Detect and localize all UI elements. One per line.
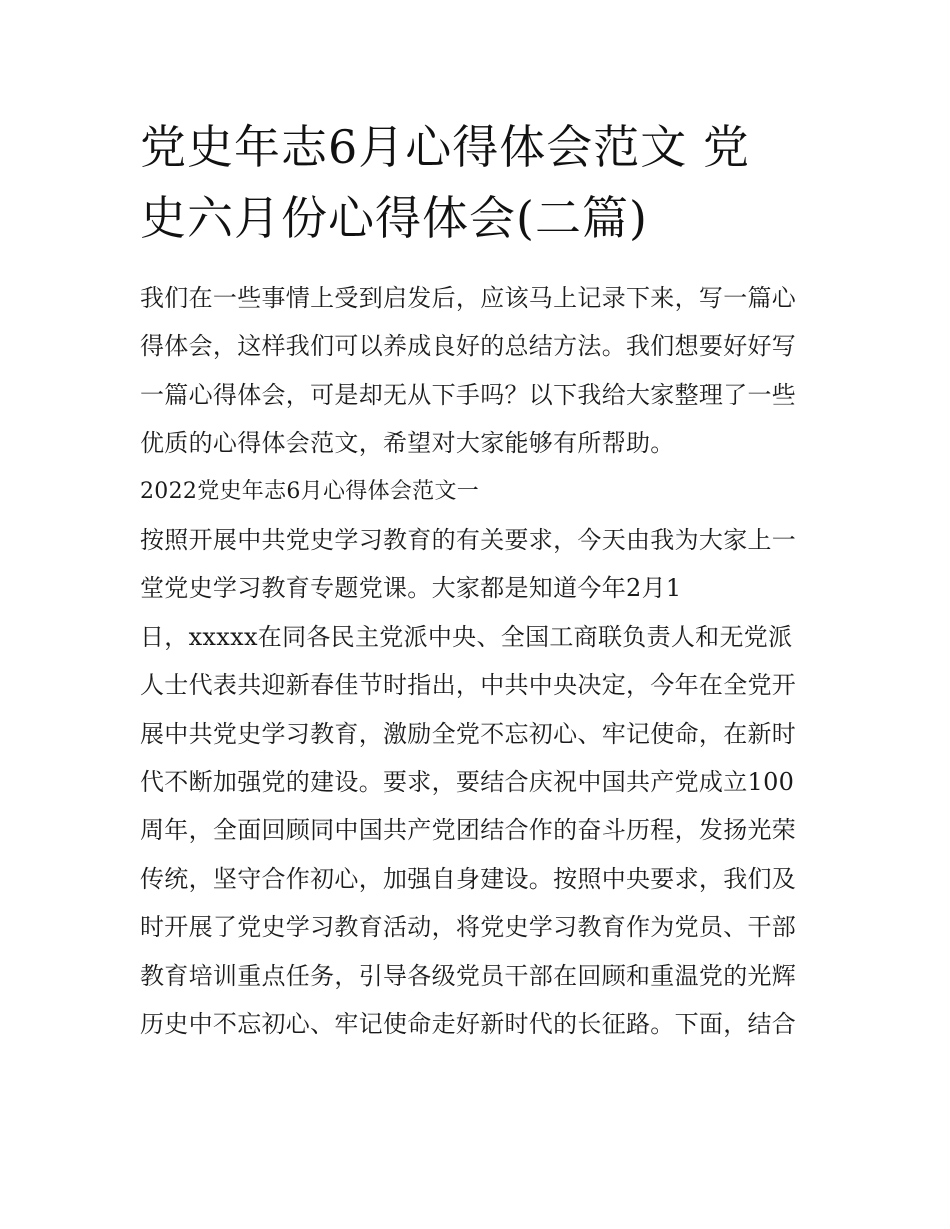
document-body [140,274,815,1049]
body-line-1: 按照开展中共党史学习教育的有关要求，今天由我为大家上一 [140,526,797,555]
body-line-9: 时开展了党史学习教育活动，将党史学习教育作为党员、干部 [140,913,797,942]
intro-line-1: 我们在一些事情上受到启发后，应该马上记录下来，写一篇心 [140,284,797,312]
body-line-2: 堂党史学习教育专题党课。大家都是知道今年2月1 [140,574,682,603]
intro-line-3: 一篇心得体会，可是却无从下手吗？以下我给大家整理了一些 [140,380,797,409]
intro-line-4: 优质的心得体会范文，希望对大家能够有所帮助。 [140,429,675,458]
title-line-2: 史六月份心得体会(二篇) [140,191,648,245]
body-line-8: 传统，坚守合作初心，加强自身建设。按照中央要求，我们及 [140,864,797,893]
intro-line-2: 得体会，这样我们可以养成良好的总结方法。我们想要好好写 [140,332,797,361]
title-line-1: 党史年志6月心得体会范文 党 [140,120,750,174]
section-heading: 2022党史年志6月心得体会范文一 [140,478,480,504]
body-line-3: 日，xxxxx在同各民主党派中央、全国工商联负责人和无党派 [140,622,793,651]
body-line-4: 人士代表共迎新春佳节时指出，中共中央决定，今年在全党开 [140,671,797,700]
document-title [140,112,815,254]
body-line-5: 展中共党史学习教育，激励全党不忘初心、牢记使命，在新时 [140,719,797,748]
body-line-10: 教育培训重点任务，引导各级党员干部在回顾和重温党的光辉 [140,961,797,990]
body-line-11: 历史中不忘初心、牢记使命走好新时代的长征路。下面，结合 [140,1010,797,1039]
body-line-6: 代不断加强党的建设。要求，要结合庆祝中国共产党成立100 [140,768,795,797]
document-content [140,112,815,1049]
body-line-7: 周年，全面回顾同中国共产党团结合作的奋斗历程，发扬光荣 [140,816,797,845]
